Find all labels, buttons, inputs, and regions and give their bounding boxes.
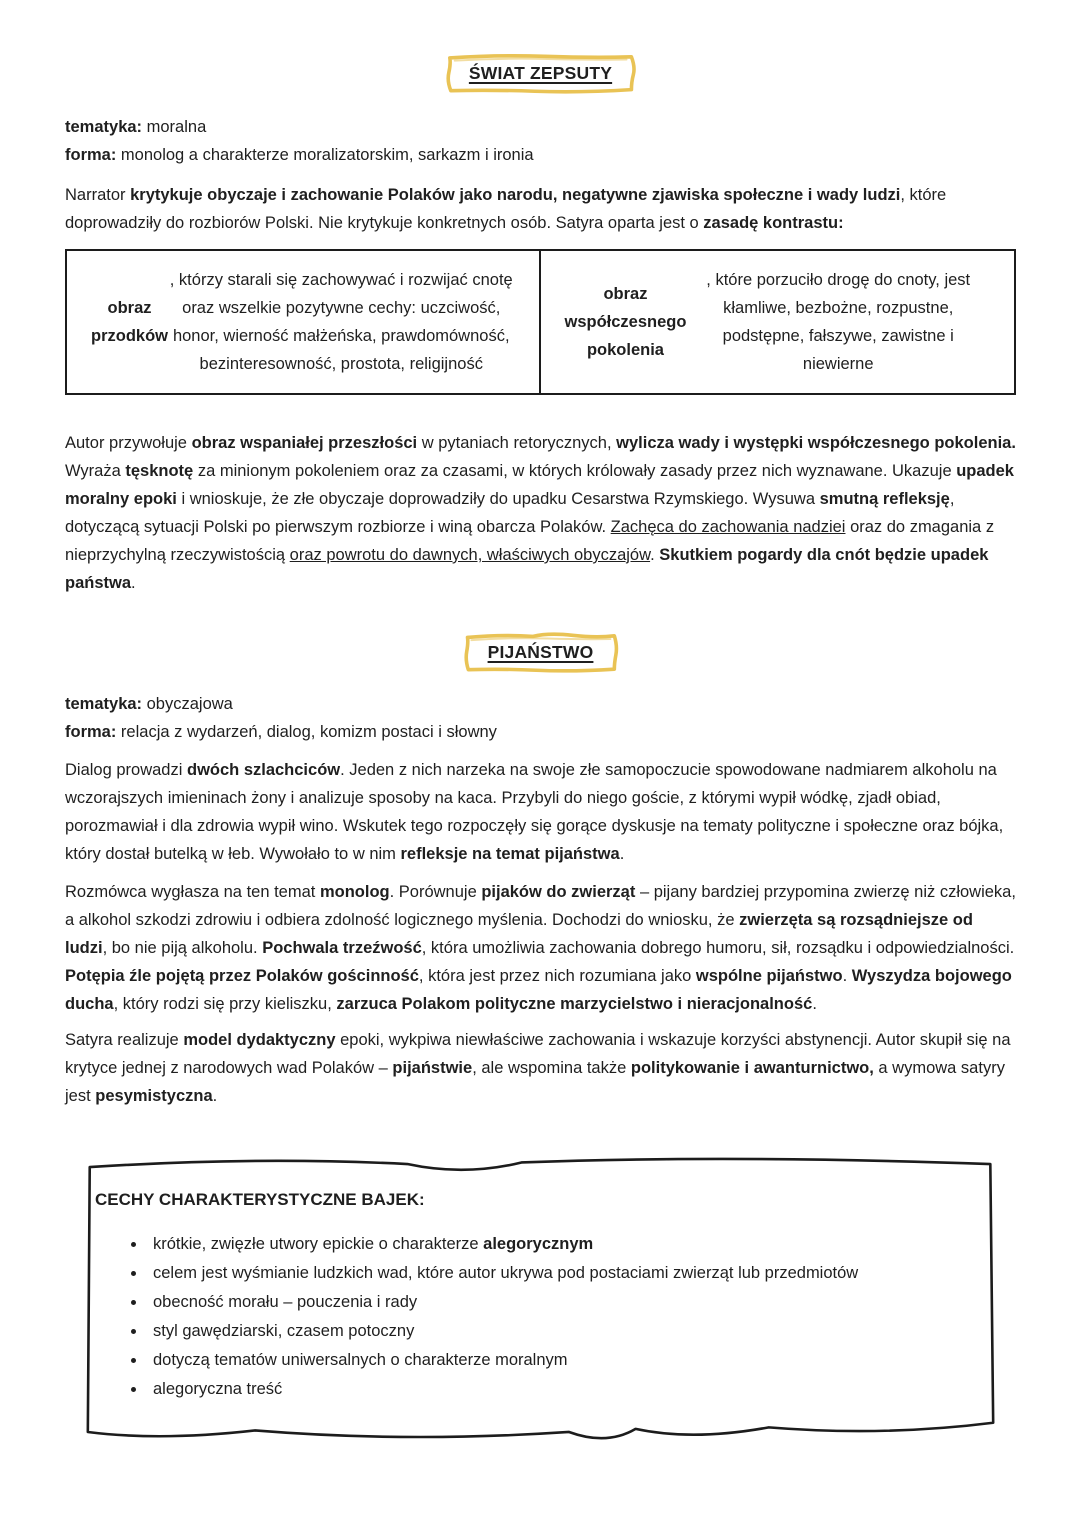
bajki-heading: CECHY CHARAKTERYSTYCZNE BAJEK: [95,1190,425,1209]
list-item: • alegoryczna treść [147,1375,986,1403]
title-box-pijanstwo [462,631,620,674]
contrast-table [65,249,1016,395]
monolog-paragraph: Rozmówca wygłasza na ten temat monolog. Porównuje pijaków do zwierząt – pijany bardziej przypomina zwierzę niż człowieka, a alkohol szkodzi zdrowiu i odbiera zdolność logicznego myślenia. Dochodzi do wniosku, że zwierzęta są rozsądniejsze od ludzi, bo nie piją alkoholu. Pochwala trzeźwość, która umożliwia zachowania dobrego humoru, sił, rozsądku i odpowiedzialności. Potępia źle pojętą przez Polaków gościnność, która jest przez nich rozumiana jako wspólne pijaństwo. Wyszydza bojowego ducha, który rodzi się przy kieliszku, zarzuca Polakom polityczne marzycielstwo i nieracjonalność. [65,883,1016,1013]
intro-paragraph: Narrator krytykuje obyczaje i zachowanie Polaków jako narodu, negatywne zjawiska społeczne i wady ludzi, które doprowadziły do rozbiorów Polski. Nie krytykuje konkretnych osób. Satyra oparta jest o zasadę kontrastu: [65,186,947,232]
list-item: • celem jest wyśmianie ludzkich wad, które autor ukrywa pod postaciami zwierząt lub przedmiotów [147,1259,986,1287]
analysis-paragraph: Autor przywołuje obraz wspaniałej przeszłości w pytaniach retorycznych, wylicza wady i występki współczesnego pokolenia. Wyraża tęsknotę za minionym pokoleniem oraz za czasami, w których królowały zasady przez nich wyznawane. Ukazuje upadek moralny epoki i wnioskuje, że złe obyczaje doprowadziły do upadku Cesarstwa Rzymskiego. Wysuwa smutną refleksję, dotyczącą sytuacji Polski po pierwszym rozbiorze i winą obarcza Polaków. Zachęca do zachowania nadziei oraz do zmagania z nieprzychylną rzeczywistością oraz powrotu do dawnych, właściwych obyczajów. Skutkiem pogardy dla cnót będzie upadek państwa. [65,434,1016,592]
list-item: • dotyczą tematów uniwersalnych o charakterze moralnym [147,1346,986,1374]
title-box-swiat-zepsuty [443,52,638,95]
contrast-cell-przodkowie: obraz przodków , którzy starali się zachowywać i rozwijać cnotę oraz wszelkie pozytywne cechy: uczciwość, honor, wierność małżeńska, prawdomówność, bezinteresowność, prostota, religijność [67,251,541,393]
dialog-paragraph: Dialog prowadzi dwóch szlachciców. Jeden z nich narzeka na swoje złe samopoczucie spowodowane nadmiarem alkoholu na wczorajszych imieninach żony i analizuje sposoby na kaca. Przybyli do niego goście, z którymi wypił wódkę, zjadł obiad, porozmawiał i dla zdrowia wypił wino. Wskutek tego rozpoczęły się gorące dyskusje na tematy polityczne i społeczne oraz bójka, który dostał butelką w łeb. Wywołało to w nim refleksje na temat pijaństwa. [65,761,1004,863]
bajki-list [95,1230,986,1403]
tematyka-line: tematyka: moralna [65,118,207,136]
bajki-box [65,1144,1016,1452]
section-title: PIJAŃSTWO [487,642,594,662]
meta-block [65,113,1016,169]
section-swiat-zepsuty [65,52,1016,597]
contrast-cell-wspolczesne-pokolenie: obraz współczesnego pokolenia , które porzuciło drogę do cnoty, jest kłamliwe, bezbożne, rozpustne, podstępne, fałszywe, zawistne i niewierne [564,271,971,373]
list-item: • styl gawędziarski, czasem potoczny [147,1317,986,1345]
section-title: ŚWIAT ZEPSUTY [468,63,613,83]
forma-line: forma: relacja z wydarzeń, dialog, komizm postaci i słowny [65,723,497,741]
tematyka-line: tematyka: obyczajowa [65,695,233,713]
section-pijanstwo [65,631,1016,1110]
meta-block [65,690,1016,746]
list-item: • obecność morału – pouczenia i rady [147,1288,986,1316]
forma-line: forma: monolog a charakterze moralizatorskim, sarkazm i ironia [65,146,534,164]
list-item: • krótkie, zwięzłe utwory epickie o charakterze alegorycznym [147,1230,986,1258]
model-dydaktyczny-paragraph: Satyra realizuje model dydaktyczny epoki, wykpiwa niewłaściwe zachowania i wskazuje korzyści abstynencji. Autor skupił się na krytyce jednej z narodowych wad Polaków – pijaństwie, ale wspomina także politykowanie i awanturnictwo, a wymowa satyry jest pesymistyczna. [65,1031,1011,1105]
